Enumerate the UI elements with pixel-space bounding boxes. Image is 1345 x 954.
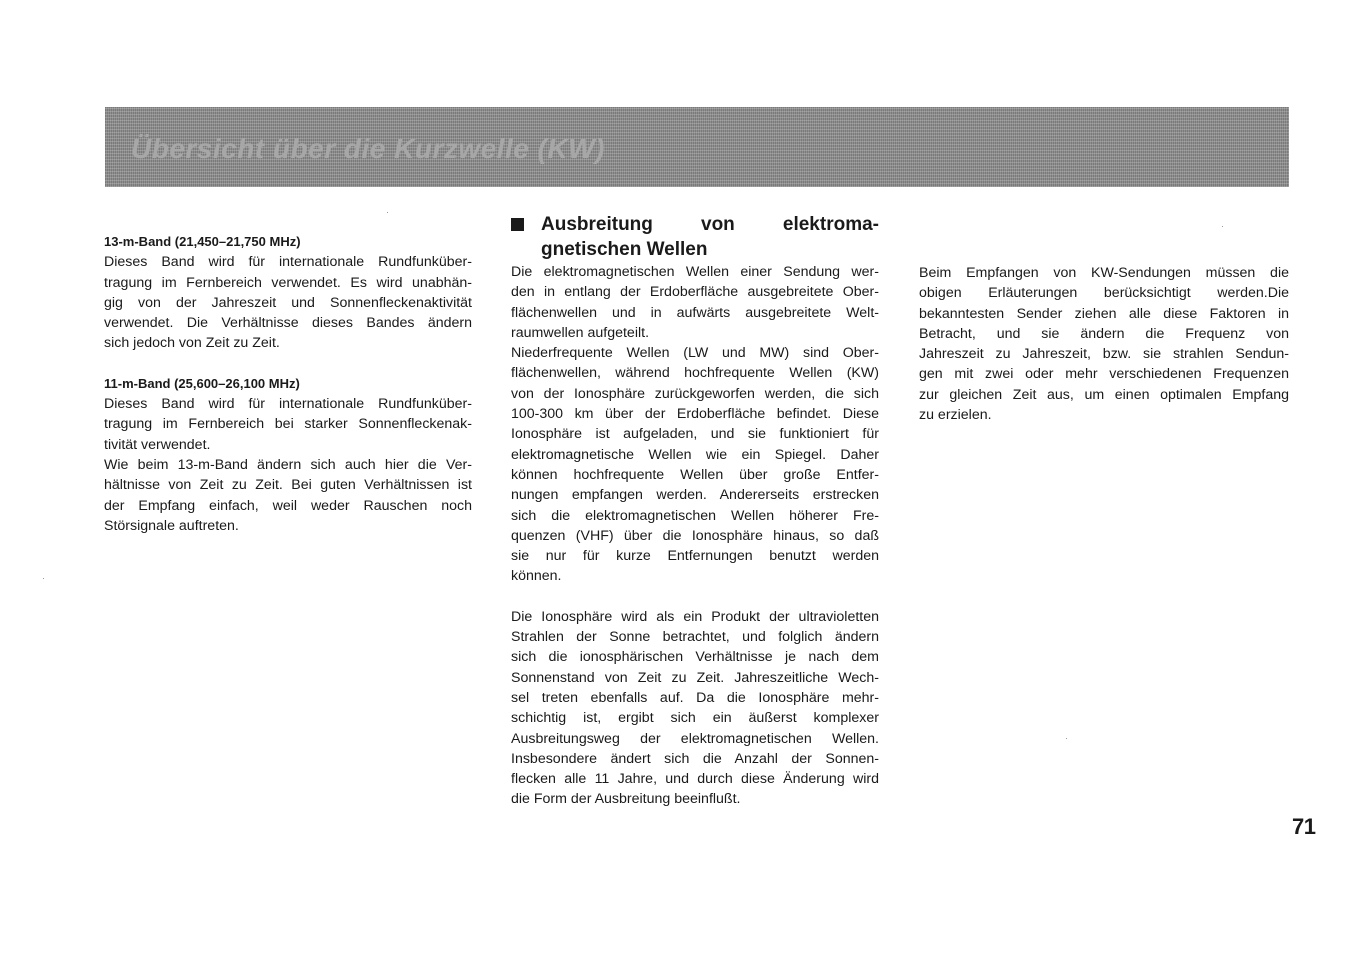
paragraph-line: sel treten ebenfalls auf. Da die Ionosphäre mehr-	[511, 689, 879, 706]
band-13-text-line: verwendet. Die Verhältnisse dieses Bandes ändern	[104, 315, 472, 332]
section-heading-word: Ausbreitung	[541, 214, 653, 235]
paragraph-line: zu erzielen.	[919, 407, 992, 424]
paragraph-line: flecken alle 11 Jahre, und durch diese Änderung wird	[511, 771, 879, 788]
paragraph-line: Insbesondere ändert sich die Anzahl der Sonnen-	[511, 750, 879, 767]
paragraph-line: bekanntesten Sender ziehen alle diese Faktoren in	[919, 305, 1289, 322]
scan-speck	[1222, 226, 1223, 227]
band-11-text-line: Störsignale auftreten.	[104, 517, 239, 534]
band-13-text-line: Dieses Band wird für internationale Rundfunküber-	[104, 254, 472, 271]
section-heading-line	[541, 212, 879, 237]
paragraph-line: können hochfrequente Wellen über große Entfer-	[511, 466, 879, 483]
paragraph-line: Ionosphäre ist aufgeladen, und sie funktioniert für	[511, 426, 879, 443]
paragraph-line: zur gleichen Zeit aus, um einen optimalen Empfang	[919, 386, 1289, 403]
paragraph-line: können.	[511, 568, 562, 585]
section-heading-word: von	[701, 214, 735, 235]
paragraph-line: Beim Empfangen von KW-Sendungen müssen die	[919, 265, 1289, 281]
paragraph-line: Betracht, und sie ändern die Frequenz von	[919, 325, 1289, 342]
band-11-text-line: hältnisse von Zeit zu Zeit. Bei guten Verhältnissen ist	[104, 477, 472, 494]
paragraph-line: 100-300 km über der Erdoberfläche befindet. Diese	[511, 406, 879, 423]
band-13-heading: 13-m-Band (21,450–21,750 MHz)	[104, 234, 301, 249]
section-header-band	[105, 107, 1289, 187]
band-13-text-line: sich jedoch von Zeit zu Zeit.	[104, 335, 280, 352]
section-heading-line: gnetischen Wellen	[541, 239, 708, 260]
section-heading-word: elektroma-	[782, 214, 879, 235]
paragraph-line: elektromagnetische Wellen wie ein Spiegel. Daher	[511, 446, 879, 463]
paragraph-line: obigen Erläuterungen berücksichtigt werden.Die	[919, 285, 1289, 302]
paragraph-line: Sonnenstand von Zeit zu Zeit. Jahreszeitliche Wech-	[511, 669, 879, 686]
paragraph-line: sich die ionosphärischen Verhältnisse je nach dem	[511, 649, 879, 666]
scan-speck	[387, 212, 388, 213]
band-11-text-line: tivität verwendet.	[104, 436, 211, 453]
paragraph-line: Strahlen der Sonne betrachtet, und folglich ändern	[511, 629, 879, 646]
paragraph-line: quenzen (VHF) über die Ionosphäre hinaus, so daß	[511, 527, 879, 544]
section-header-title: Übersicht über die Kurzwelle (KW)	[131, 133, 605, 164]
right-column	[919, 263, 1289, 425]
paragraph-line: nungen empfangen werden. Andererseits erstrecken	[511, 487, 879, 504]
square-bullet-icon	[511, 218, 524, 231]
paragraph-line: raumwellen aufgeteilt.	[511, 324, 650, 341]
scan-speck	[43, 578, 44, 579]
paragraph-line: sie nur für kurze Entfernungen benutzt werden	[511, 548, 879, 565]
paragraph-line: schichtig ist, ergibt sich ein äußerst komplexer	[511, 710, 879, 727]
band-13-text-line: gig von der Jahreszeit und Sonnenfleckenaktivität	[104, 294, 472, 311]
paragraph-line: den in entlang der Erdoberfläche ausgebreitete Ober-	[511, 284, 879, 301]
paragraph-line: sich die elektromagnetischen Wellen höherer Fre-	[511, 507, 879, 524]
paragraph-line: Die Ionosphäre wird als ein Produkt der ultravioletten	[511, 608, 879, 625]
paragraph-line: Die elektromagnetischen Wellen einer Sendung wer-	[511, 264, 879, 280]
paragraph-line: flächenwellen und in aufwärts ausgebreitete Welt-	[511, 304, 879, 321]
paragraph-line: Ausbreitungsweg der elektromagnetischen Wellen.	[511, 730, 879, 747]
paragraph-line: Niederfrequente Wellen (LW und MW) sind Ober-	[511, 345, 879, 362]
band-11-text-line: der Empfang einfach, weil weder Rauschen noch	[104, 497, 472, 514]
page-number: 71	[1292, 814, 1316, 839]
paragraph-line: von der Ionosphäre zurückgeworfen werden, die sich	[511, 385, 879, 402]
scan-speck	[1066, 738, 1067, 739]
band-11-heading: 11-m-Band (25,600–26,100 MHz)	[104, 375, 300, 391]
section-heading	[511, 212, 879, 262]
paragraph-line: gen mit zwei oder mehr verschiedenen Frequenzen	[919, 366, 1289, 383]
left-column	[104, 232, 472, 536]
band-11-text-line: Wie beim 13-m-Band ändern sich auch hier die Ver-	[104, 456, 472, 473]
band-11-text-line: Dieses Band wird für internationale Rundfunküber-	[104, 396, 472, 413]
band-11-text-line: tragung im Fernbereich bei starker Sonnenfleckenak-	[104, 416, 472, 433]
paragraph-line: flächenwellen, während hochfrequente Wellen (KW)	[511, 365, 879, 382]
paragraph-line: die Form der Ausbreitung beeinflußt.	[511, 791, 741, 808]
paragraph-line: Jahreszeit zu Jahreszeit, bzw. sie strahlen Sendun-	[919, 346, 1289, 363]
middle-column	[511, 212, 879, 810]
band-13-text-line: tragung im Fernbereich verwendet. Es wird unabhän-	[104, 274, 472, 291]
